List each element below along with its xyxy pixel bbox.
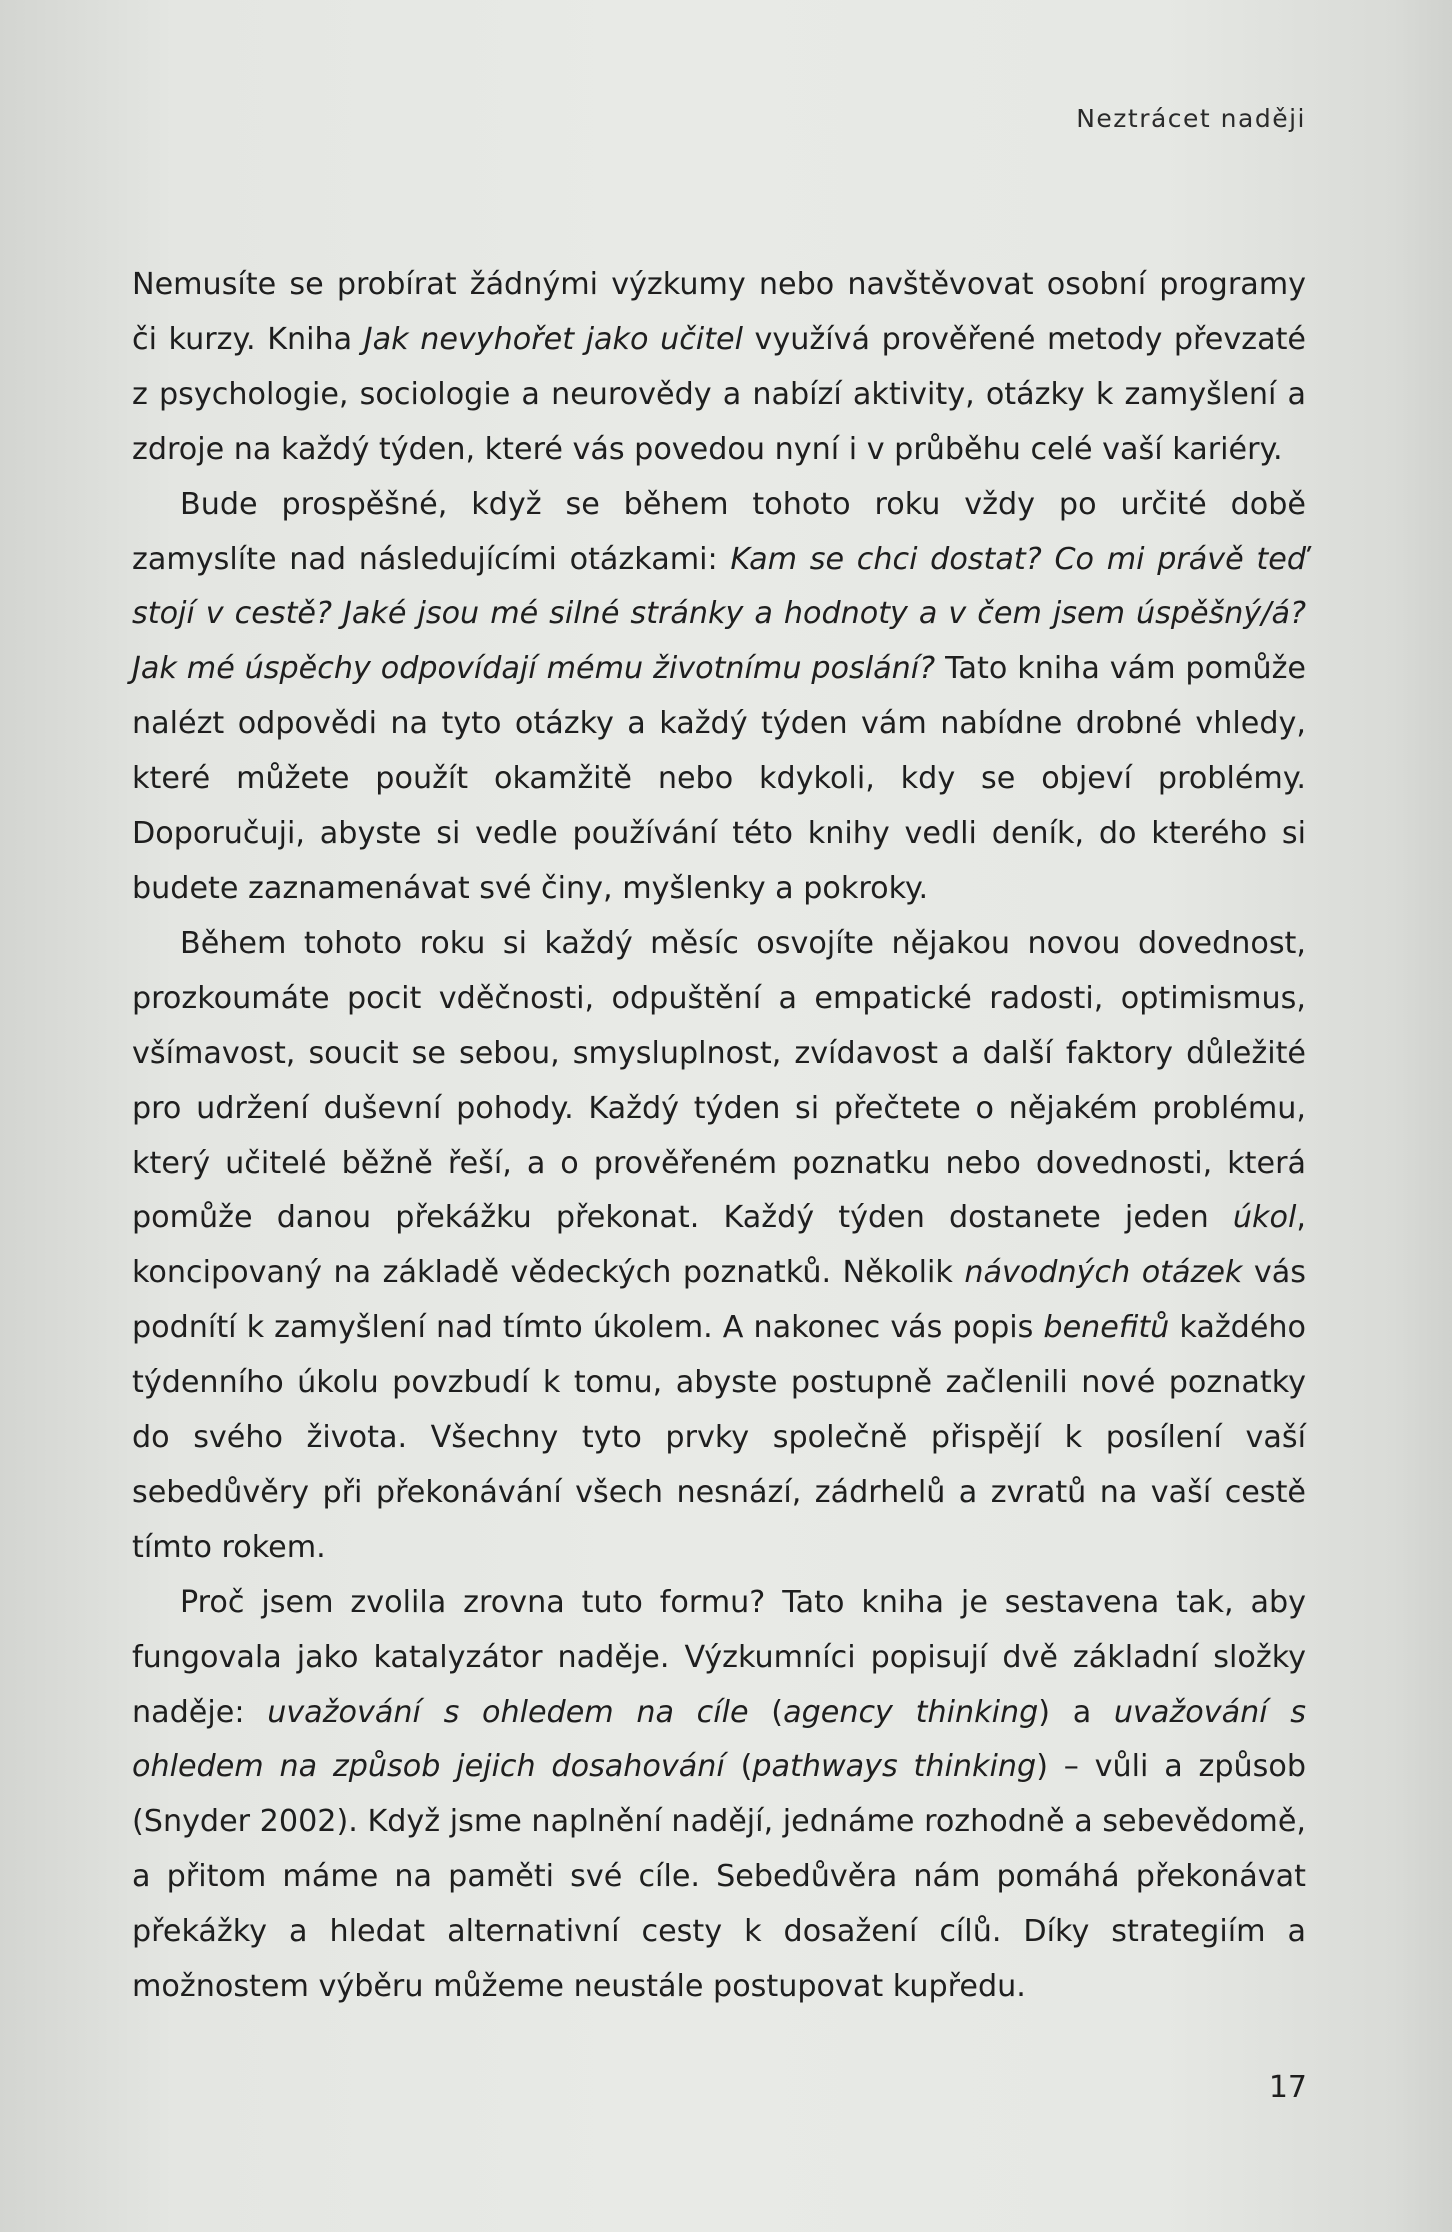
body-text — [132, 258, 1306, 2015]
term-italic: uvažování s ohledem na cíle — [267, 1694, 749, 1730]
text-segment: ( — [748, 1694, 784, 1730]
paragraph-4 — [132, 1576, 1306, 2015]
text-segment: Tato kniha vám pomůže nalézt odpovědi na tyto otázky a každý týden vám nabídne drobné vhledy, které můžete použít okamžitě nebo kdykoli, kdy se objeví problémy. Doporučuji, abyste si vedle používání této knihy vedli deník, do kterého si budete zaznamenávat své činy, myšlenky a pokroky. — [132, 651, 1307, 906]
text-segment: Během tohoto roku si každý měsíc osvojíte nějakou novou dovednost, prozkoumáte pocit vděčnosti, odpuštění a empatické radosti, optimismus, všímavost, soucit se sebou, smysluplnost, zvídavost a další faktory důležité pro udržení duševní pohody. Každý týden si přečtete o nějakém problému, který učitelé běžně řeší, a o prověřeném poznatku nebo dovednosti, která pomůže danou překážku překonat. Každý týden dostanete jeden — [132, 925, 1306, 1236]
paragraph-3 — [132, 917, 1306, 1576]
term-italic: benefitů — [1043, 1310, 1170, 1346]
term-italic: pathways thinking — [752, 1749, 1037, 1785]
text-segment: ) a — [1038, 1694, 1114, 1730]
paragraph-1 — [132, 258, 1306, 478]
running-header: Neztrácet naději — [1076, 104, 1306, 133]
term-italic: návodných otázek — [964, 1255, 1243, 1291]
text-segment: ) – vůli a způsob (Snyder 2002). Když jsme naplnění nadějí, jednáme rozhodně a sebevědomě, a přitom máme na paměti své cíle. Sebedůvěra nám pomáhá překonávat překážky a hledat alternativní cesty k dosažení cílů. Díky strategiím a možnostem výběru můžeme neustále postupovat kupředu. — [132, 1749, 1306, 2005]
term-italic: úkol — [1232, 1200, 1297, 1236]
reflection-questions-italic: Kam se chci dostat? Co mi právě teď stojí v cestě? Jaké jsou mé silné stránky a hodnoty a v čem jsem úspěšný/á? Jak mé úspěchy odpovídají mému životnímu poslání? — [132, 541, 1307, 687]
term-italic: uvažování s ohledem na způsob jejich dosahování — [132, 1694, 1307, 1785]
text-segment: využívá prověřené metody převzaté z psychologie, sociologie a neurovědy a nabízí aktivity, otázky k zamyšlení a zdroje na každý týden, které vás povedou nyní i v průběhu celé vaší kariéry. — [132, 321, 1306, 467]
paragraph-2 — [132, 478, 1306, 917]
text-segment: každého týdenního úkolu povzbudí k tomu, abyste postupně začlenili nové poznatky do svého života. Všechny tyto prvky společně přispějí k posílení vaší sebedůvěry při překonávání všech nesnází, zádrhelů a zvratů na vaší cestě tímto rokem. — [132, 1310, 1306, 1565]
text-segment: Proč jsem zvolila zrovna tuto formu? Tato kniha je sestavena tak, aby fungovala jako katalyzátor naděje. Výzkumníci popisují dvě základní složky naděje: — [132, 1584, 1306, 1730]
text-segment: vás podnítí k zamyšlení nad tímto úkolem. A nakonec vás popis — [132, 1255, 1306, 1346]
term-italic: agency thinking — [783, 1694, 1039, 1730]
text-segment: Bude prospěšné, když se během tohoto roku vždy po určité době zamyslíte nad následujícími otázkami: — [132, 486, 1306, 577]
text-segment: , koncipovaný na základě vědeckých poznatků. Několik — [132, 1200, 1306, 1291]
text-segment: ( — [724, 1749, 753, 1785]
book-title-italic: Jak nevyhořet jako učitel — [363, 321, 743, 357]
text-segment: Nemusíte se probírat žádnými výzkumy nebo navštěvovat osobní programy či kurzy. Kniha — [132, 267, 1306, 357]
page-number: 17 — [1268, 2070, 1307, 2105]
